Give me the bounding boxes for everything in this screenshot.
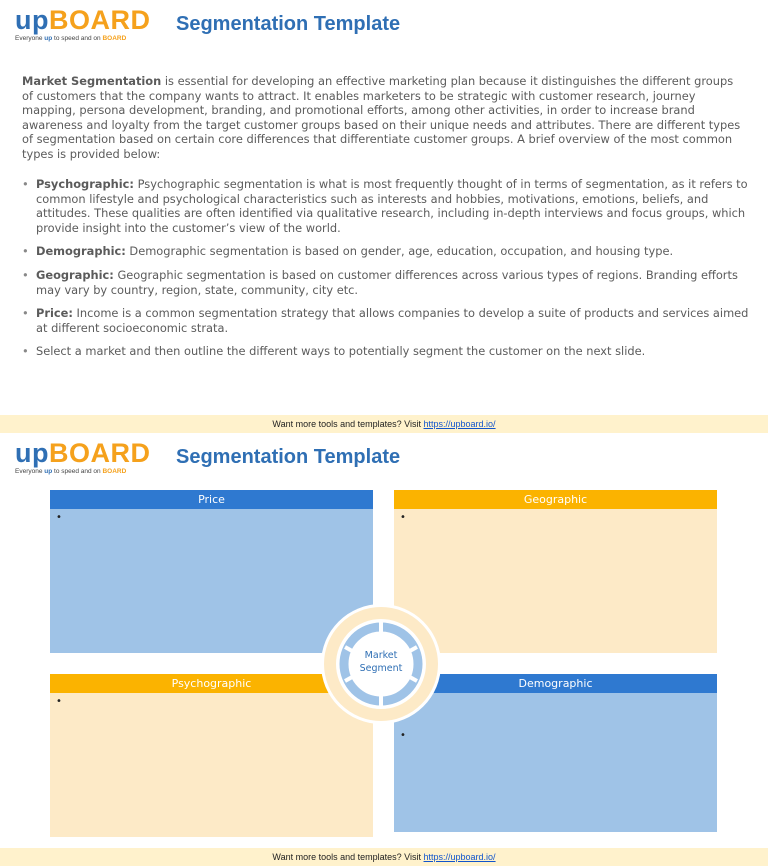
- bullet-icon: •: [400, 730, 406, 741]
- psychographic-header: Psychographic: [50, 674, 373, 693]
- geographic-header: Geographic: [394, 490, 717, 509]
- center-label: Market Segment: [359, 650, 403, 674]
- slide-template: [0, 433, 768, 866]
- upboard-logo: [15, 6, 151, 42]
- list-item: • Price: Income is a common segmentation strategy that allows companies to develop a suite of products and services aimed at different socioeconomic strata.: [22, 306, 749, 335]
- demographic-content[interactable]: [394, 693, 717, 832]
- footer-banner: Want more tools and templates? Visit https://upboard.io/: [0, 848, 768, 866]
- bullet-icon: •: [22, 344, 29, 359]
- upboard-link[interactable]: https://upboard.io/: [423, 419, 496, 429]
- intro-lead: Market Segmentation: [22, 74, 162, 88]
- logo-wordmark: upBOARD: [15, 5, 151, 35]
- bullet-icon: •: [22, 306, 29, 321]
- list-item: • Select a market and then outline the different ways to potentially segment the customer on the next slide.: [22, 344, 646, 359]
- bullet-icon: •: [400, 512, 406, 523]
- page-title: Segmentation Template: [176, 446, 401, 468]
- bullet-icon: •: [56, 512, 62, 523]
- geographic-quadrant: [394, 490, 717, 653]
- intro-paragraph: [22, 74, 747, 162]
- logo-tagline: Everyone up to speed and on BOARD: [15, 468, 127, 475]
- list-item: • Demographic: Demographic segmentation is based on gender, age, education, occupation, and housing type.: [22, 244, 674, 259]
- bullet-icon: •: [56, 696, 62, 707]
- demographic-header: Demographic: [394, 674, 717, 693]
- market-segment-hub: [320, 603, 442, 725]
- bullet-icon: •: [22, 177, 29, 191]
- price-header: Price: [50, 490, 373, 509]
- intro-text: is essential for developing an effective marketing plan because it distinguishes the different groups of customers that the company wants to attract. It enables marketers to be strategic with customer research, journey mapping, persona development, branding, and promotional efforts, among other activities, in order to increase brand awareness and loyalty from the target customer groups based on their unique needs and attributes. There are different types of segmentation based on certain core differences that differentiate customer groups. A brief overview of the most common types is provided below:: [22, 74, 741, 161]
- list-item: • Psychographic: Psychographic segmentation is what is most frequently thought of in terms of segmentation, as it refers to common lifestyle and psychological characteristics such as interests and hobbies, motivations, emotions, beliefs, and attitudes. These qualities are often identified via qualitative research, including in-depth interviews and focus groups, which provide insight into the customer’s view of the world.: [22, 177, 748, 235]
- upboard-logo: [15, 439, 151, 475]
- page-title: Segmentation Template: [176, 13, 401, 35]
- segmentation-types-list: [22, 177, 752, 368]
- upboard-link[interactable]: https://upboard.io/: [423, 852, 496, 862]
- bullet-icon: •: [22, 244, 29, 259]
- logo-wordmark: upBOARD: [15, 438, 151, 468]
- footer-banner: Want more tools and templates? Visit https://upboard.io/: [0, 415, 768, 433]
- demographic-quadrant: [394, 674, 717, 837]
- geographic-content[interactable]: [394, 509, 717, 653]
- bullet-icon: •: [22, 267, 29, 282]
- list-item: • Geographic: Geographic segmentation is based on customer differences across various types of regions. Branding efforts may vary by country, region, state, community, city etc.: [22, 267, 738, 297]
- logo-tagline: Everyone up to speed and on BOARD: [15, 35, 127, 42]
